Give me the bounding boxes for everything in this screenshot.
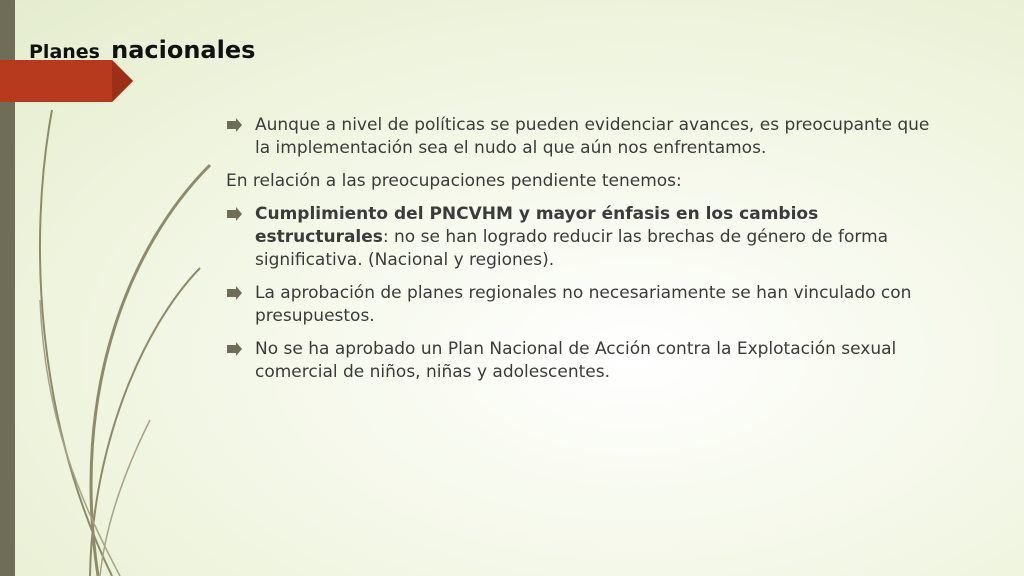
decor-curve-1 xyxy=(40,110,112,576)
list-item-text: No se ha aprobado un Plan Nacional de Acción contra la Explotación sexual comercial de niños, niñas y adolescentes. xyxy=(255,339,897,382)
slide-content xyxy=(226,114,946,394)
arrow-right-bullet-icon xyxy=(226,341,243,357)
title-part-2: nacionales xyxy=(111,36,256,64)
list-item-text: La aprobación de planes regionales no necesariamente se han vinculado con presupuestos. xyxy=(255,283,912,326)
intro-text: En relación a las preocupaciones pendiente tenemos: xyxy=(226,171,682,191)
arrow-right-bullet-icon xyxy=(226,206,243,222)
list-item-text: : no se han logrado reducir las brechas de género de forma significativa. (Nacional y regiones). xyxy=(255,227,889,270)
title-accent-shade xyxy=(112,60,133,102)
list-item xyxy=(226,282,946,328)
list-item xyxy=(226,114,946,160)
arrow-right-bullet-icon xyxy=(226,285,243,301)
list-item xyxy=(226,203,946,272)
list-item-bold-text: Cumplimiento del PNCVHM y mayor énfasis en los cambios estructurales xyxy=(255,204,819,247)
list-item xyxy=(226,338,946,384)
title-part-1: Planes xyxy=(29,41,100,63)
list-item-text: Aunque a nivel de políticas se pueden evidenciar avances, es preocupante que la implementación sea el nudo al que aún nos enfrentamos. xyxy=(255,115,930,158)
slide-title xyxy=(29,28,255,66)
decor-curve-2 xyxy=(91,165,210,576)
arrow-right-bullet-icon xyxy=(226,117,243,133)
decor-curve-4 xyxy=(40,300,120,576)
decor-curve-3 xyxy=(90,268,200,576)
list-intro-text xyxy=(226,170,946,193)
